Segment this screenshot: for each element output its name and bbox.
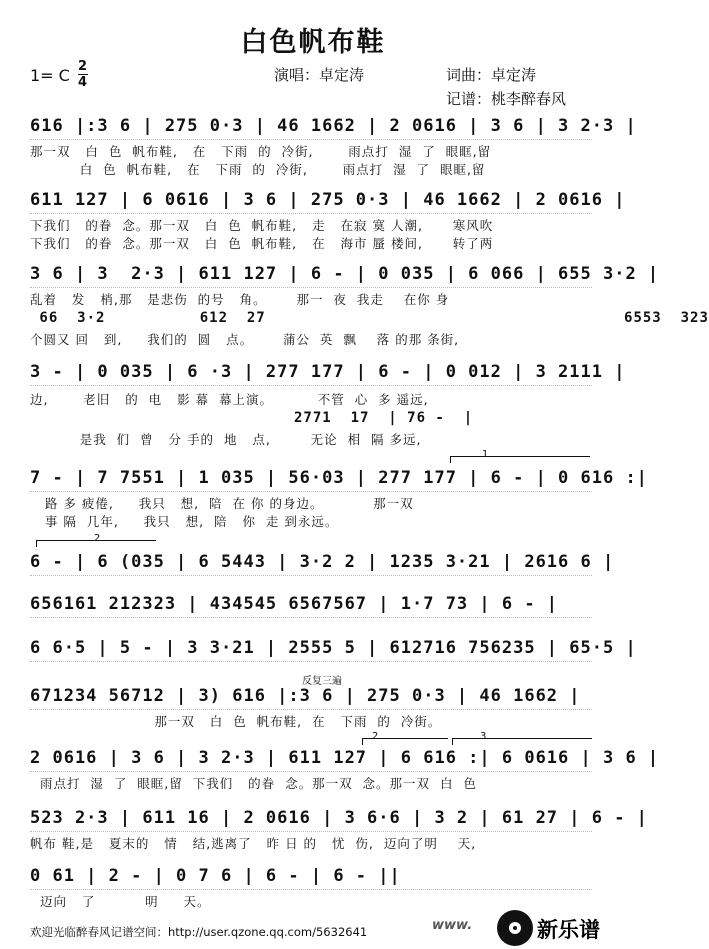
- notation-line: 523 2·3 | 611 16 | 2 0616 | 3 6·6 | 3 2 | 61 27 | 6 - |: [30, 808, 592, 834]
- lyric-line: 那一双 白 色 帆布鞋, 在 下雨 的 冷街。: [30, 714, 442, 729]
- ending-bracket-1: [450, 456, 590, 457]
- lyric-line: 迈向 了 明 天。: [30, 894, 211, 909]
- lyric-line: 那一双 白 色 帆布鞋, 在 下雨 的 冷街, 雨点打 湿 了 眼眶,留: [30, 144, 492, 159]
- ending-3-label: 3: [480, 731, 487, 742]
- notation-line: 7 - | 7 7551 | 1 035 | 56·03 | 277 177 | 6 - | 0 616 :|: [30, 468, 592, 494]
- notation-alt-line: 2771 17 | 76 - |: [30, 410, 474, 426]
- notation-line: 0 61 | 2 - | 0 7 6 | 6 - | 6 - ||: [30, 866, 592, 892]
- ending-bracket-3: [452, 738, 592, 739]
- time-signature: [78, 60, 88, 89]
- time-signature-bottom: 4: [78, 75, 88, 90]
- notation-line: 6 - | 6 (035 | 6 5443 | 3·2 2 | 1235 3·21 | 2616 6 |: [30, 552, 592, 578]
- notation-line: 3 - | 0 035 | 6 ·3 | 277 177 | 6 - | 0 012 | 3 2111 |: [30, 362, 592, 388]
- notator-credit: 记谱：桃李醉春风: [446, 90, 567, 108]
- song-title: 白色帆布鞋: [240, 27, 386, 58]
- notation-line: 2 0616 | 3 6 | 3 2·3 | 611 127 | 6 616 :| 6 0616 | 3 6 |: [30, 748, 592, 774]
- notation-alt-line: 66 3·2 612 27 6553 323: [30, 310, 709, 326]
- lyric-line: 帆布 鞋,是 夏末的 情 结,逃离了 昨 日 的 忧 伤, 迈向了明 天,: [30, 836, 477, 851]
- vinyl-record-icon: [497, 910, 533, 946]
- lyric-line: 事 隔 几年, 我只 想, 陪 你 走 到永远。: [30, 514, 339, 529]
- lyric-line: 下我们 的眷 念。那一双 白 色 帆布鞋, 在 海市 蜃 楼间, 转了两: [30, 236, 494, 251]
- writer-credit: 词曲：卓定涛: [446, 66, 537, 84]
- watermark: www.: [432, 918, 473, 933]
- site-logo: 新乐谱: [537, 918, 600, 942]
- ending-2-label: 2: [94, 533, 101, 544]
- notation-line: 616 |:3 6 | 275 0·3 | 46 1662 | 2 0616 | 3 6 | 3 2·3 |: [30, 116, 592, 142]
- lyric-line: 下我们 的眷 念。那一双 白 色 帆布鞋, 走 在寂 寞 人潮, 寒风吹: [30, 218, 494, 233]
- footer-credit: 欢迎光临醉春风记谱空间：http://user.qzone.qq.com/5632641: [30, 925, 368, 939]
- lyric-line: 白 色 帆布鞋, 在 下雨 的 冷街, 雨点打 湿 了 眼眶,留: [30, 162, 486, 177]
- notation-line: 3 6 | 3 2·3 | 611 127 | 6 - | 0 035 | 6 066 | 655 3·2 |: [30, 264, 592, 290]
- key-signature: 1= C: [30, 66, 70, 85]
- time-signature-top: 2: [78, 59, 88, 74]
- singer-credit: 演唱：卓定涛: [274, 66, 365, 84]
- lyric-line: 边, 老旧 的 电 影 幕 幕上演。 不管 心 多 遥远,: [30, 392, 429, 407]
- lyric-line: 是我 们 曾 分 手的 地 点, 无论 相 隔 多远,: [30, 432, 422, 447]
- lyric-line: 乱着 发 梢,那 是悲伤 的号 角。 那一 夜 我走 在你 身: [30, 292, 450, 307]
- notation-line: 6 6·5 | 5 - | 3 3·21 | 2555 5 | 612716 756235 | 65·5 |: [30, 638, 592, 664]
- notation-line: 611 127 | 6 0616 | 3 6 | 275 0·3 | 46 1662 | 2 0616 |: [30, 190, 592, 216]
- notation-line: 671234 56712 | 3) 616 |:3 6 | 275 0·3 | 46 1662 |: [30, 686, 592, 712]
- lyric-line: 个圆又 回 到, 我们的 圆 点。 蒲公 英 飘 落 的那 条街,: [30, 332, 460, 347]
- notation-line: 656161 212323 | 434545 6567567 | 1·7 73 | 6 - |: [30, 594, 592, 620]
- repeat-note: 反复三遍: [302, 676, 342, 687]
- lyric-line: 路 多 疲倦, 我只 想, 陪 在 你 的身边。 那一双: [30, 496, 414, 511]
- lyric-line: 雨点打 湿 了 眼眶,留 下我们 的眷 念。那一双 念。那一双 白 色: [30, 776, 477, 791]
- ending-1-label: 1: [482, 449, 489, 460]
- ending-2b-label: 2: [372, 731, 379, 742]
